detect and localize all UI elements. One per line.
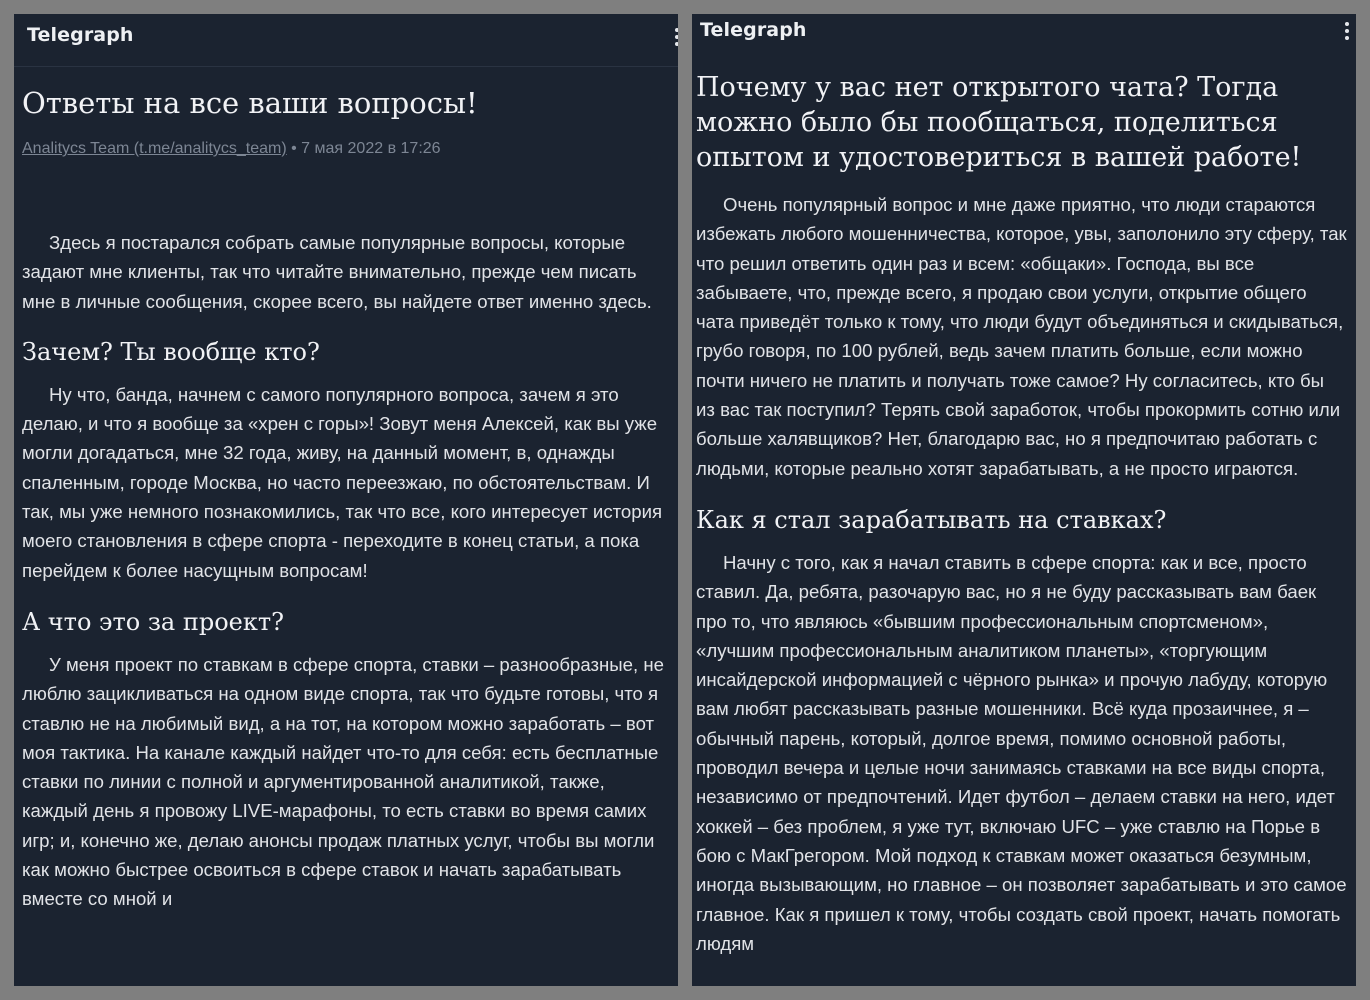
left-article-panel [14, 14, 678, 986]
article-meta [22, 140, 672, 158]
section-paragraph-project: У меня проект по ставкам в сфере спорта, ставки – разнообразные, не люблю зацикливаться на одном виде спорта, так что будьте готовы, что я ставлю не на любимый вид, а на тот, на котором можно заработать – вот моя тактика. На канале каждый найдет что-то для себя: есть бесплатные ставки по линии с полной и аргументированной аналитикой, также, каждый день я провожу LIVE-марафоны, то есть ставки во время самих игр; и, конечно же, делаю анонсы продаж платных услуг, чтобы вы могли как можно быстрее освоиться в сфере ставок и начать зарабатывать вместе со мной и [22, 653, 664, 910]
article-date: • 7 мая 2022 в 17:26 [286, 140, 441, 157]
telegraph-logo[interactable]: Telegraph [27, 24, 134, 46]
intro-paragraph: Здесь я постарался собрать самые популярные вопросы, которые задают мне клиенты, так что читайте внимательно, прежде чем писать мне в личные сообщения, скорее всего, вы найдете ответ именно здесь. [22, 232, 652, 312]
section-paragraph-how: Начну с того, как я начал ставить в сфере спорта: как и все, просто ставил. Да, ребята, разочарую вас, но я не буду рассказывать вам баек про то, что являюсь «бывшим профессиональным спортсменом», «лучшим профессиональным аналитиком планеты», «торгующим инсайдерской информацией с чёрного рынка» и прочую лабуду, которую вам любят рассказывать разные мошенники. Всё куда прозаичнее, я – обычный парень, который, долгое время, помимо основной работы, проводил вечера и целые ночи занимаясь ставками на все виды спорта, независимо от предпочтений. Идет футбол – делаем ставки на него, идет хоккей – без проблем, я уже тут, включаю UFC – уже ставлю на Порье в бою с МакГрегором. Мой подход к ставкам может оказаться безумным, иногда вызывающим, но главное – он позволяет зарабатывать и это самое главное. Как я пришел к тому, чтобы создать свой проект, начать помогать людям [696, 551, 1347, 954]
section-heading-how: Как я стал зарабатывать на ставках? [696, 505, 1167, 534]
more-options-icon[interactable] [674, 28, 678, 50]
section-paragraph-chat: Очень популярный вопрос и мне даже приятно, что люди стараются избежать любого мошенничества, которое, увы, заполонило эту сферу, так что решил ответить один раз и всем: «общаки». Господа, вы все забываете, что, прежде всего, я продаю свои услуги, открытие общего чата приведёт только к тому, что люди будут объединяться и скидываться, грубо говоря, по 100 рублей, ведь зачем платить больше, если можно почти ничего не платить и получать тоже самое? Ну согласитесь, кто бы из вас так поступил? Терять свой заработок, чтобы прокормить сотню или больше халявщиков? Нет, благодарю вас, но я предпочитаю работать с людьми, которые реально хотят зарабатывать, а не просто играются. [696, 194, 1347, 479]
section-heading-chat: Почему у вас нет открытого чата? Тогда можно было бы пообщаться, поделиться опытом и удостовериться в вашей работе! [696, 72, 1302, 173]
menu-dot [675, 35, 678, 39]
section-heading-who: Зачем? Ты вообще кто? [22, 337, 320, 366]
left-top-bar [14, 14, 678, 67]
article-title: Ответы на все ваши вопросы! [22, 86, 478, 120]
menu-dot [675, 28, 678, 32]
menu-dot [1345, 29, 1349, 33]
author-link[interactable]: Analitycs Team (t.me/analitycs_team) [22, 140, 287, 157]
menu-dot [1345, 22, 1349, 26]
right-article-panel [692, 14, 1356, 986]
section-paragraph-who: Ну что, банда, начнем с самого популярного вопроса, зачем я это делаю, и что я вообще за «хрен с горы»! Зовут меня Алексей, как вы уже могли догадаться, мне 32 года, живу, на данный момент, в, однажды спаленным, городе Москва, но часто переезжаю, по обстоятельствам. И так, мы уже немного познакомились, так что все, кого интересует история моего становления в сфере спорта - переходите в конец статьи, а пока перейдем к более насущным вопросам! [22, 383, 663, 581]
section-heading-project: А что это за проект? [22, 607, 285, 636]
telegraph-logo[interactable]: Telegraph [700, 19, 807, 41]
left-article-content [22, 86, 672, 914]
right-top-bar [692, 14, 1356, 50]
menu-dot [1345, 36, 1349, 40]
menu-dot [675, 42, 678, 46]
right-article-content [696, 70, 1348, 958]
more-options-icon[interactable] [1344, 22, 1350, 44]
